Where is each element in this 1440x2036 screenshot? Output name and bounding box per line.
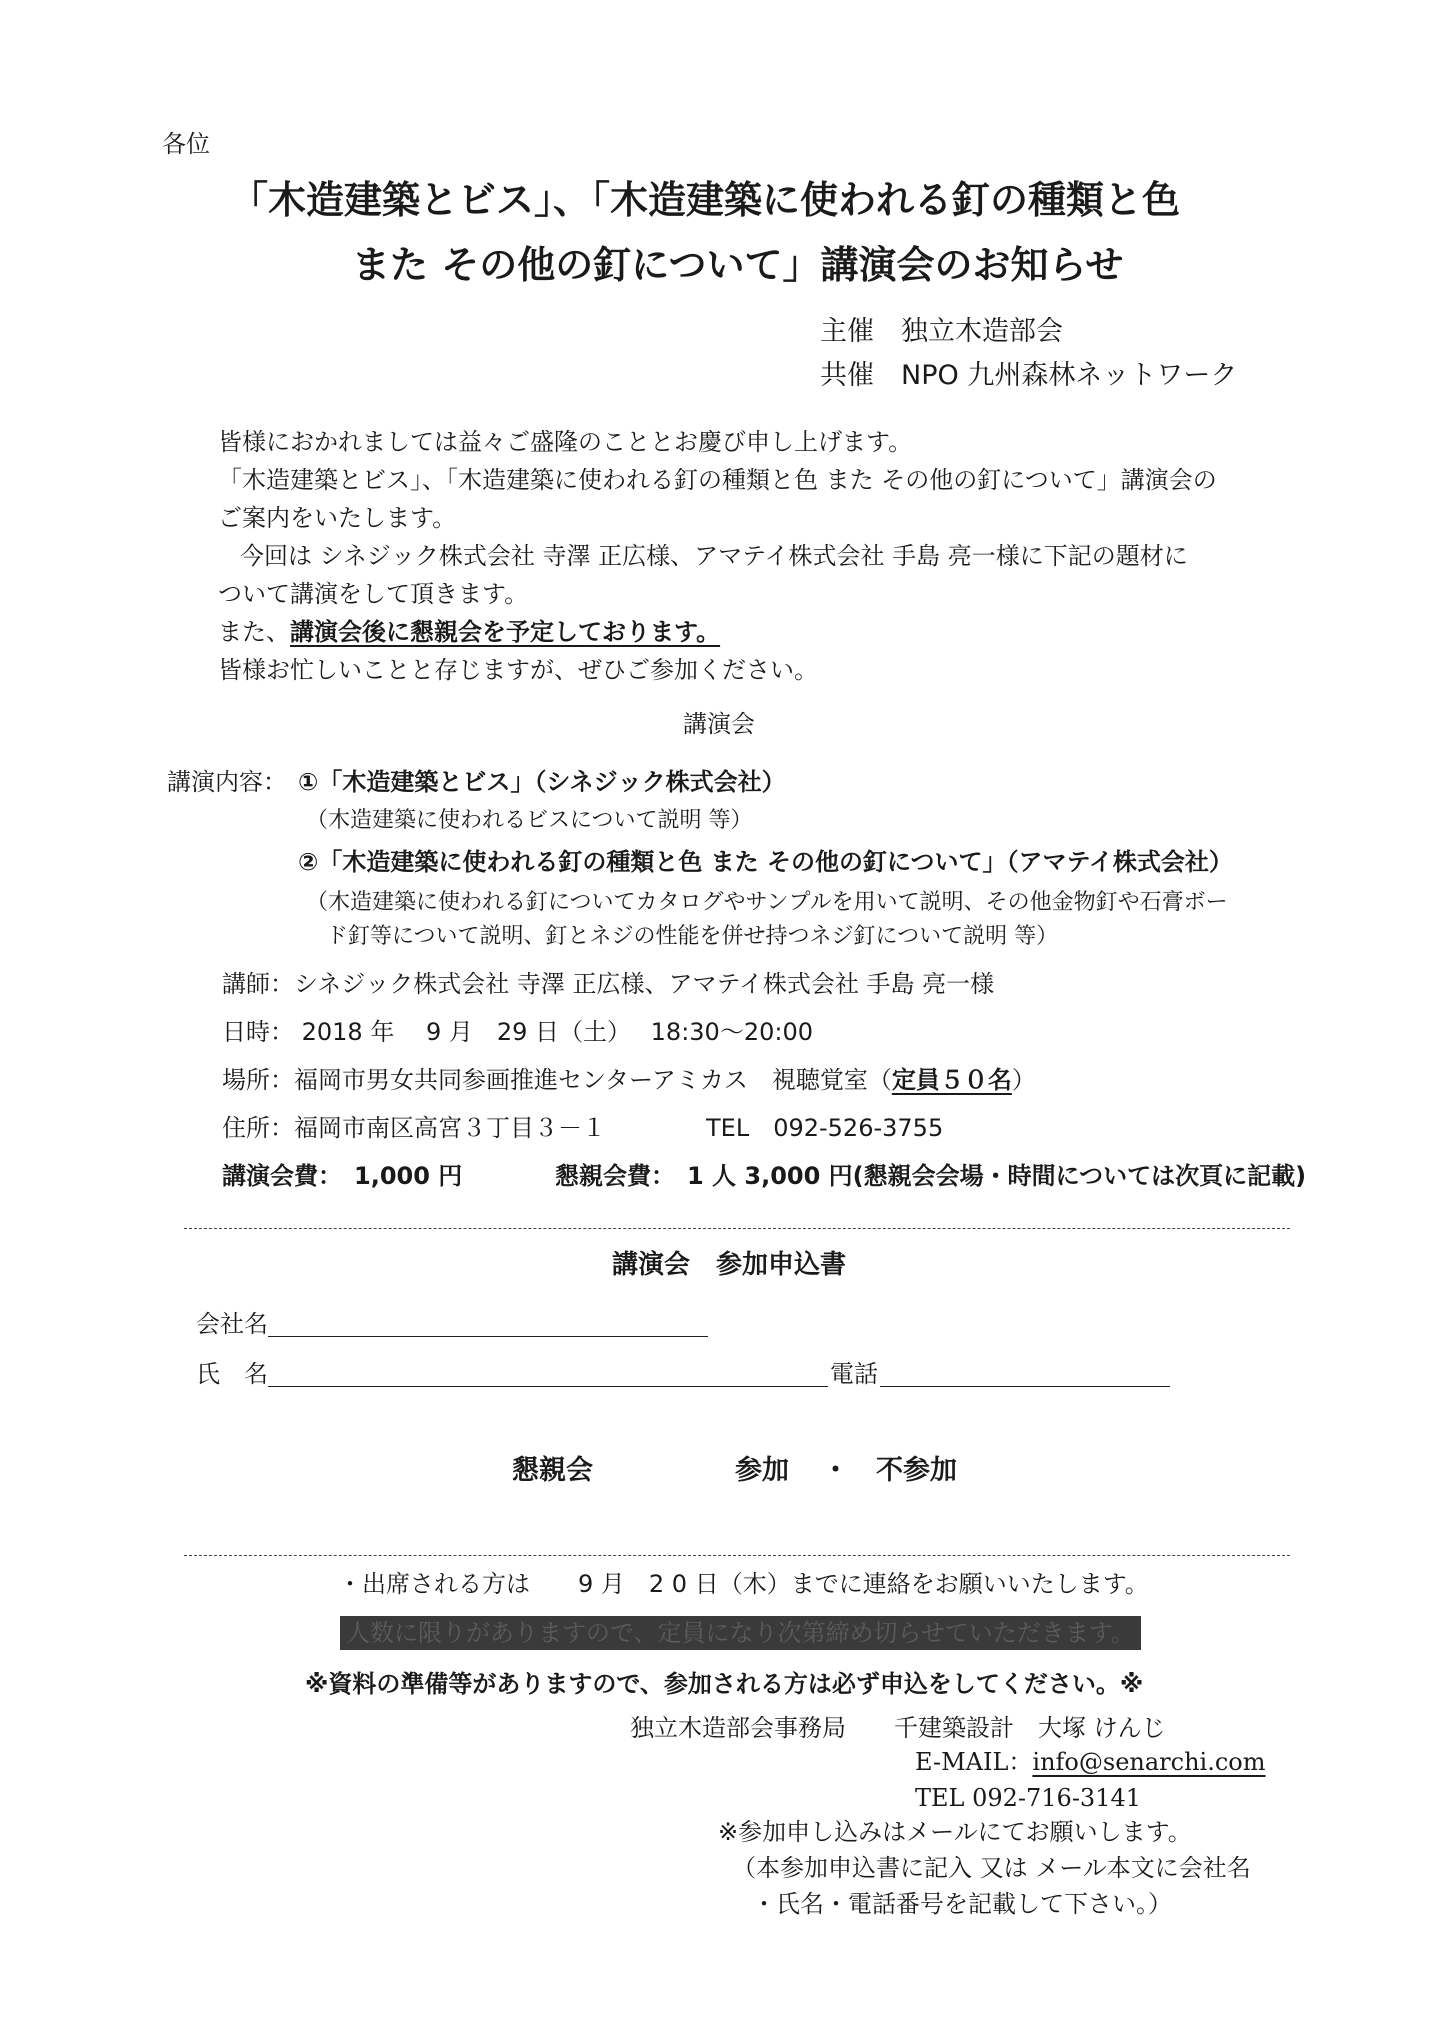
title-line-2: また その他の釘について」講演会のお知らせ	[352, 243, 1124, 287]
venue-suffix: ）	[1011, 1066, 1036, 1094]
email-link[interactable]: info@senarchi.com	[1032, 1748, 1266, 1776]
name-label: 氏 名	[196, 1360, 268, 1388]
intro-line-2: 「木造建築とビス」、「木造建築に使われる釘の種類と色 また その他の釘について」講演会の	[218, 466, 1217, 494]
divider-top	[184, 1228, 1290, 1229]
lecture-item-2-note-2: ド釘等について説明、釘とネジの性能を併せ持つネジ釘について説明 等）	[326, 924, 1059, 949]
name-field[interactable]	[268, 1386, 828, 1387]
address: 住所：福岡市南区高宮３丁目３－１	[222, 1114, 606, 1142]
party-label: 懇親会	[512, 1455, 593, 1486]
intro-line-5: ついて講演をして頂きます。	[218, 580, 529, 608]
intro-line-7: 皆様お忙しいことと存じますが、ぜひご参加ください。	[218, 656, 818, 684]
datetime: 日時： 2018 年 9 月 29 日（土） 18:30～20:00	[222, 1018, 813, 1046]
office: 独立木造部会事務局 千建築設計 大塚 けんじ	[630, 1714, 1166, 1742]
section-title: 講演会	[683, 710, 755, 738]
office-tel: TEL 092-716-3141	[915, 1784, 1142, 1812]
mail-note: ※参加申し込みはメールにてお願いします。	[718, 1818, 1192, 1846]
venue	[222, 1066, 1036, 1095]
intro-line-4: 今回は シネジック株式会社 寺澤 正広様、アマテイ株式会社 手島 亮一様に下記の題材に	[240, 542, 1188, 570]
party-attend-option[interactable]: 参加	[735, 1455, 789, 1486]
cohost: 共催 NPO 九州森林ネットワーク	[820, 360, 1238, 391]
form-title: 講演会 参加申込書	[612, 1250, 847, 1280]
intro-line-1: 皆様におかれましては益々ご盛隆のこととお慶び申し上げます。	[218, 428, 913, 456]
email-line	[915, 1748, 1265, 1777]
venue-capacity: 定員５０名	[891, 1066, 1012, 1094]
intro-line-6-prefix: また、	[218, 618, 290, 646]
lecture-item-2-note-1: （木造建築に使われる釘についてカタログやサンプルを用いて説明、その他金物釘や石膏ボー	[306, 890, 1228, 915]
required-notice: ※資料の準備等がありますので、参加される方は必ず申込をしてください。※	[305, 1670, 1144, 1698]
lecture-item-1: ①「木造建築とビス」（シネジック株式会社）	[298, 768, 786, 796]
party-scheduled-notice: 講演会後に懇親会を予定しております。	[290, 618, 721, 646]
lecture-item-2: ②「木造建築に使われる釘の種類と色 また その他の釘について」（アマテイ株式会社）	[298, 848, 1233, 876]
party-option-separator: ・	[822, 1455, 849, 1486]
intro-line-3: ご案内をいたします。	[218, 504, 457, 532]
party-fee: 懇親会費： 1 人 3,000 円(懇親会会場・時間については次頁に記載)	[555, 1162, 1307, 1190]
lecture-item-1-note: （木造建築に使われるビスについて説明 等）	[306, 808, 753, 833]
addressee: 各位	[162, 130, 210, 158]
host: 主催 独立木造部会	[820, 316, 1063, 347]
lecturer: 講師：シネジック株式会社 寺澤 正広様、アマテイ株式会社 手島 亮一様	[222, 970, 995, 998]
divider-bottom	[184, 1555, 1290, 1556]
lecture-fee: 講演会費： 1,000 円	[222, 1162, 463, 1190]
deadline: ・出席される方は 9 月 2 0 日（木）までに連絡をお願いいたします。	[338, 1570, 1149, 1598]
venue-tel: TEL 092-526-3755	[706, 1114, 944, 1142]
intro-line-6	[218, 618, 720, 647]
venue-name: 場所：福岡市男女共同参画推進センターアミカス 視聴覚室（	[222, 1066, 892, 1094]
company-label: 会社名	[196, 1310, 268, 1338]
title-line-1: 「木造建築とビス」、「木造建築に使われる釘の種類と色	[230, 178, 1181, 222]
content-label: 講演内容：	[167, 768, 287, 796]
email-label: E-MAIL：	[915, 1748, 1033, 1776]
phone-label: 電話	[830, 1360, 878, 1388]
phone-field[interactable]	[880, 1386, 1170, 1387]
instruction-1: （本参加申込書に記入 又は メール本文に会社名	[732, 1854, 1251, 1882]
party-not-attend-option[interactable]: 不参加	[876, 1455, 957, 1486]
instruction-2: ・氏名・電話番号を記載して下さい。）	[752, 1890, 1172, 1918]
capacity-banner: 人数に限りがありますので、定員になり次第締め切らせていただきます。	[340, 1616, 1141, 1650]
company-field[interactable]	[268, 1336, 708, 1337]
